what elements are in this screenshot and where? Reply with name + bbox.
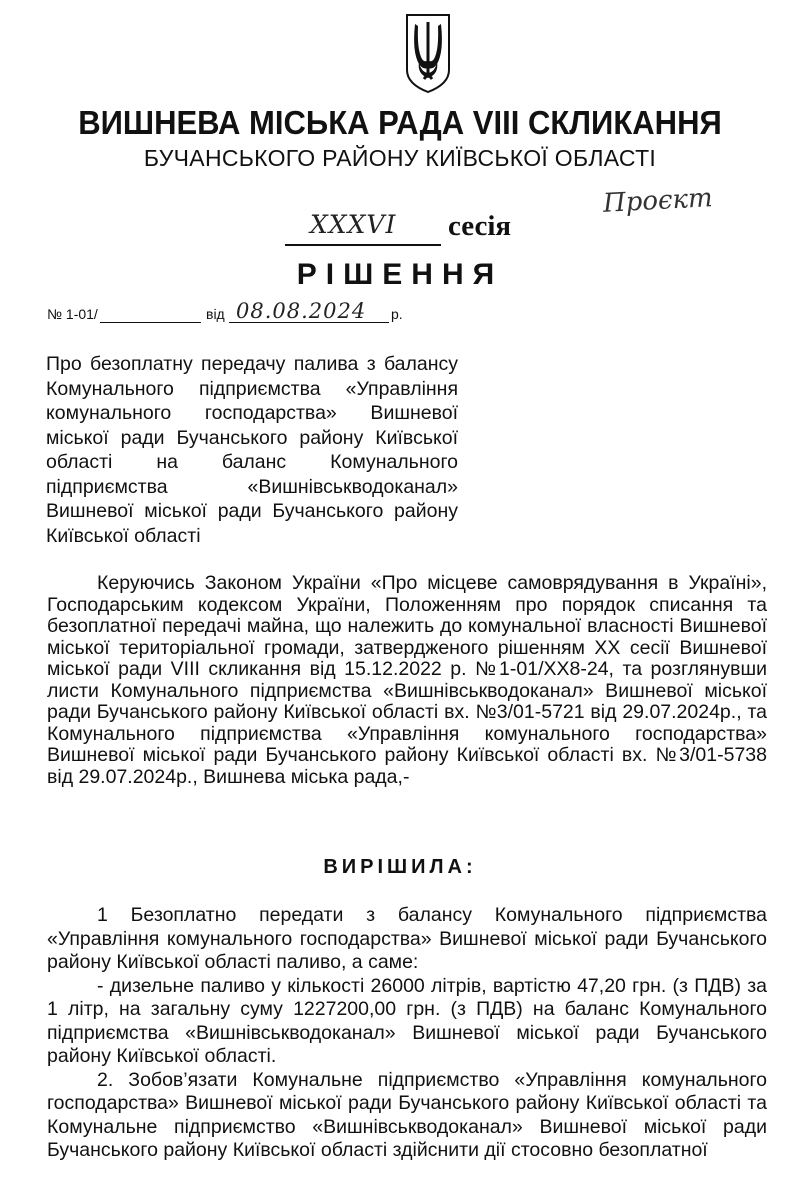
resolution-items bbox=[47, 904, 767, 1163]
resolution-item: 2. Зобов’язати Комунальне підприємство «Управління комунального господарства» Вишневої міської ради Бучанського району Київської області та Комунальне підприємство «Вишнівськводоканал» Вишневої міської ради Бучанського району Київської області здійснити дії стосовно безоплатної bbox=[47, 1068, 767, 1161]
session-number: XXXVI bbox=[310, 210, 397, 239]
resolved-heading: ВИРІШИЛА: bbox=[323, 856, 477, 878]
council-title: ВИШНЕВА МІСЬКА РАДА VIII СКЛИКАННЯ bbox=[78, 104, 722, 141]
decision-date: 08.08.2024 bbox=[236, 299, 367, 323]
resolution-item: 1 Безоплатно передати з балансу Комунального підприємства «Управління комунального господарства» Вишневої міської ради Бучанського району Київської області паливо, а саме: bbox=[47, 904, 767, 973]
resolution-item: - дизельне паливо у кількості 26000 літрів, вартістю 47,20 грн. (з ПДВ) за 1 літр, на загальну суму 1227200,00 грн. (з ПДВ) на баланс Комунального підприємства «Вишнівськводоканал» Вишневої міської ради Бучанського району Київської області. bbox=[47, 974, 767, 1067]
preamble-text: Керуючись Законом України «Про місцеве самоврядування в Україні», Господарським кодексом України, Положенням про порядок списання та безоплатної передачі майна, що належить до комунальної власності Вишневої міської територіальної громади, затвердженого рішенням ХХ сесії Вишневої міської ради VIII скликання від 15.12.2022 р. №1-01/ХХ8-24, та розглянувши листи Комунального підприємства «Вишнівськводоканал» Вишневої міської ради Бучанського району Київської області вх. №3/01-5721 від 29.07.2024р., та Комунального підприємства «Управління комунального господарства» Вишневої міської ради Бучанського району Київської області вх. №3/01-5738 від 29.07.2024р., Вишнева міська рада,- bbox=[47, 572, 767, 788]
decision-number-prefix: № 1-01/ bbox=[47, 306, 98, 322]
decision-date-suffix: р. bbox=[391, 306, 403, 322]
decision-number-blank bbox=[100, 322, 201, 323]
decision-subject: Про безоплатну передачу палива з балансу Комунального підприємства «Управління комунального господарства» Вишневої міської ради Бучанського району Київської області на баланс Комунального підприємства «Вишнівськводоканал» Вишневої міської ради Бучанського району Київської області bbox=[46, 353, 458, 547]
session-word: сесія bbox=[448, 210, 512, 242]
decision-from-label: від bbox=[206, 306, 225, 322]
trident-emblem-icon bbox=[403, 12, 453, 94]
council-subtitle: БУЧАНСЬКОГО РАЙОНУ КИЇВСЬКОЇ ОБЛАСТІ bbox=[143, 145, 657, 171]
draft-handwritten-mark: Проєкт bbox=[602, 183, 714, 219]
preamble-paragraph bbox=[47, 573, 767, 788]
decision-title: РІШЕННЯ bbox=[296, 258, 504, 291]
